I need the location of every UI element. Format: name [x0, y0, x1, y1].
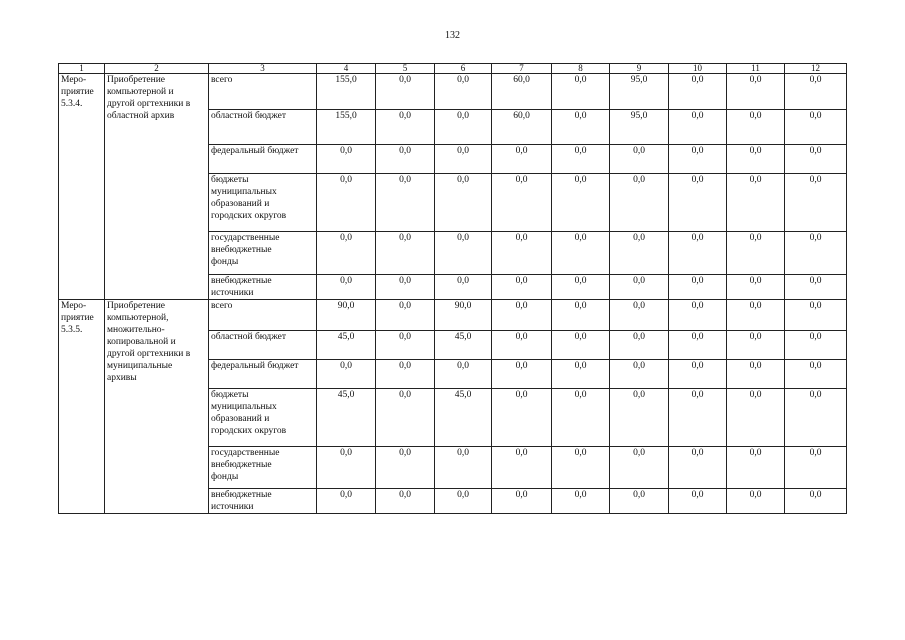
value-cell: 0,0 [610, 389, 669, 447]
value-cell: 0,0 [552, 232, 610, 275]
value-cell: 0,0 [669, 360, 727, 389]
value-cell: 0,0 [435, 232, 492, 275]
value-cell: 0,0 [492, 145, 552, 174]
value-cell: 0,0 [492, 489, 552, 514]
column-header: 4 [317, 64, 376, 74]
value-cell: 60,0 [492, 74, 552, 110]
funding-source: внебюджетные источники [209, 489, 317, 514]
table-body [59, 64, 847, 514]
value-cell: 45,0 [317, 331, 376, 360]
value-cell: 0,0 [552, 110, 610, 145]
value-cell: 0,0 [376, 300, 435, 331]
value-cell: 0,0 [435, 110, 492, 145]
column-header: 6 [435, 64, 492, 74]
value-cell: 0,0 [727, 360, 785, 389]
value-cell: 0,0 [492, 300, 552, 331]
value-cell: 0,0 [610, 232, 669, 275]
value-cell: 0,0 [317, 489, 376, 514]
value-cell: 0,0 [552, 389, 610, 447]
value-cell: 0,0 [376, 489, 435, 514]
value-cell: 0,0 [727, 389, 785, 447]
value-cell: 0,0 [785, 110, 847, 145]
value-cell: 0,0 [492, 174, 552, 232]
value-cell: 0,0 [669, 232, 727, 275]
page-number: 132 [445, 30, 460, 41]
value-cell: 0,0 [785, 275, 847, 300]
column-header: 9 [610, 64, 669, 74]
column-header: 2 [105, 64, 209, 74]
measure-id: Меро- приятие 5.3.5. [59, 300, 105, 514]
funding-source: государственные внебюджетные фонды [209, 232, 317, 275]
value-cell: 90,0 [435, 300, 492, 331]
value-cell: 0,0 [785, 174, 847, 232]
value-cell: 0,0 [669, 489, 727, 514]
value-cell: 0,0 [552, 74, 610, 110]
funding-source: всего [209, 300, 317, 331]
value-cell: 0,0 [727, 110, 785, 145]
measure-title: Приобретение компьютерной, множительно- копировальной и другой оргтехники в муниципальные архивы [105, 300, 209, 514]
value-cell: 0,0 [376, 145, 435, 174]
value-cell: 45,0 [317, 389, 376, 447]
value-cell: 0,0 [317, 145, 376, 174]
value-cell: 0,0 [376, 275, 435, 300]
table-row [59, 74, 847, 110]
value-cell: 0,0 [552, 331, 610, 360]
value-cell: 0,0 [435, 174, 492, 232]
value-cell: 0,0 [376, 110, 435, 145]
value-cell: 0,0 [727, 331, 785, 360]
value-cell: 0,0 [435, 447, 492, 489]
column-header: 12 [785, 64, 847, 74]
value-cell: 0,0 [376, 74, 435, 110]
funding-source: всего [209, 74, 317, 110]
value-cell: 0,0 [552, 174, 610, 232]
value-cell: 0,0 [610, 174, 669, 232]
table-row [59, 300, 847, 331]
value-cell: 155,0 [317, 74, 376, 110]
value-cell: 0,0 [552, 300, 610, 331]
measure-id: Меро- приятие 5.3.4. [59, 74, 105, 300]
value-cell: 0,0 [376, 331, 435, 360]
value-cell: 0,0 [610, 300, 669, 331]
value-cell: 0,0 [669, 74, 727, 110]
value-cell: 0,0 [376, 232, 435, 275]
value-cell: 0,0 [317, 275, 376, 300]
value-cell: 0,0 [492, 447, 552, 489]
value-cell: 0,0 [552, 275, 610, 300]
value-cell: 0,0 [727, 145, 785, 174]
funding-source: областной бюджет [209, 331, 317, 360]
funding-source: внебюджетные источники [209, 275, 317, 300]
value-cell: 45,0 [435, 389, 492, 447]
value-cell: 0,0 [317, 360, 376, 389]
value-cell: 0,0 [610, 360, 669, 389]
value-cell: 0,0 [552, 360, 610, 389]
value-cell: 0,0 [669, 300, 727, 331]
value-cell: 95,0 [610, 74, 669, 110]
value-cell: 0,0 [610, 275, 669, 300]
value-cell: 0,0 [669, 110, 727, 145]
value-cell: 0,0 [435, 74, 492, 110]
value-cell: 0,0 [727, 489, 785, 514]
funding-source: бюджеты муниципальных образований и городских округов [209, 389, 317, 447]
value-cell: 0,0 [435, 145, 492, 174]
value-cell: 0,0 [727, 300, 785, 331]
value-cell: 0,0 [610, 489, 669, 514]
value-cell: 0,0 [727, 74, 785, 110]
value-cell: 0,0 [610, 331, 669, 360]
value-cell: 0,0 [669, 174, 727, 232]
column-header: 5 [376, 64, 435, 74]
value-cell: 0,0 [610, 447, 669, 489]
value-cell: 0,0 [785, 389, 847, 447]
column-header: 10 [669, 64, 727, 74]
column-header: 11 [727, 64, 785, 74]
value-cell: 60,0 [492, 110, 552, 145]
column-header: 1 [59, 64, 105, 74]
column-header: 8 [552, 64, 610, 74]
funding-source: федеральный бюджет [209, 145, 317, 174]
value-cell: 0,0 [669, 389, 727, 447]
funding-source: государственные внебюджетные фонды [209, 447, 317, 489]
column-header: 7 [492, 64, 552, 74]
value-cell: 0,0 [727, 447, 785, 489]
value-cell: 0,0 [317, 174, 376, 232]
value-cell: 95,0 [610, 110, 669, 145]
value-cell: 0,0 [727, 275, 785, 300]
value-cell: 0,0 [376, 447, 435, 489]
funding-source: федеральный бюджет [209, 360, 317, 389]
value-cell: 0,0 [669, 145, 727, 174]
value-cell: 0,0 [669, 275, 727, 300]
value-cell: 0,0 [376, 360, 435, 389]
value-cell: 0,0 [376, 174, 435, 232]
measure-title: Приобретение компьютерной и другой оргтехники в областной архив [105, 74, 209, 300]
value-cell: 0,0 [492, 232, 552, 275]
value-cell: 0,0 [785, 360, 847, 389]
value-cell: 45,0 [435, 331, 492, 360]
value-cell: 0,0 [727, 174, 785, 232]
value-cell: 0,0 [785, 489, 847, 514]
funding-table [58, 63, 847, 514]
value-cell: 0,0 [785, 331, 847, 360]
value-cell: 0,0 [669, 331, 727, 360]
value-cell: 0,0 [492, 389, 552, 447]
funding-source: бюджеты муниципальных образований и городских округов [209, 174, 317, 232]
value-cell: 0,0 [669, 447, 727, 489]
value-cell: 0,0 [552, 489, 610, 514]
column-header-row [59, 64, 847, 74]
value-cell: 0,0 [785, 447, 847, 489]
value-cell: 0,0 [492, 331, 552, 360]
value-cell: 0,0 [785, 145, 847, 174]
value-cell: 0,0 [435, 489, 492, 514]
value-cell: 0,0 [376, 389, 435, 447]
value-cell: 90,0 [317, 300, 376, 331]
value-cell: 0,0 [727, 232, 785, 275]
value-cell: 0,0 [785, 232, 847, 275]
value-cell: 0,0 [492, 360, 552, 389]
funding-source: областной бюджет [209, 110, 317, 145]
value-cell: 0,0 [610, 145, 669, 174]
value-cell: 0,0 [552, 145, 610, 174]
column-header: 3 [209, 64, 317, 74]
value-cell: 0,0 [785, 74, 847, 110]
value-cell: 155,0 [317, 110, 376, 145]
value-cell: 0,0 [317, 232, 376, 275]
value-cell: 0,0 [492, 275, 552, 300]
value-cell: 0,0 [552, 447, 610, 489]
value-cell: 0,0 [435, 360, 492, 389]
value-cell: 0,0 [785, 300, 847, 331]
value-cell: 0,0 [317, 447, 376, 489]
value-cell: 0,0 [435, 275, 492, 300]
